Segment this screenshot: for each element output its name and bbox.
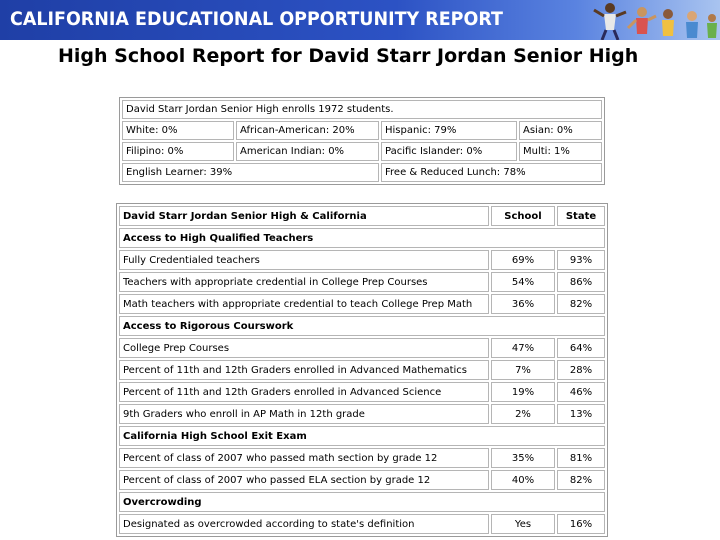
report-header-label: David Starr Jordan Senior High & California: [119, 206, 489, 226]
demo-cell: Asian: 0%: [519, 121, 602, 140]
school-value: 35%: [491, 448, 555, 468]
report-table: [116, 203, 608, 537]
table-row: [119, 404, 605, 424]
state-value: 16%: [557, 514, 605, 534]
table-row: [119, 338, 605, 358]
report-body: [119, 228, 605, 534]
demo-cell: Filipino: 0%: [122, 142, 234, 161]
school-column-header: School: [491, 206, 555, 226]
table-row: [119, 250, 605, 270]
school-value: 19%: [491, 382, 555, 402]
table-row: [119, 272, 605, 292]
section-title: Access to Rigorous Courswork: [119, 316, 605, 336]
school-value: 2%: [491, 404, 555, 424]
demo-cell: American Indian: 0%: [236, 142, 379, 161]
state-value: 81%: [557, 448, 605, 468]
demo-cell: Free & Reduced Lunch: 78%: [381, 163, 602, 182]
row-label: Percent of class of 2007 who passed math section by grade 12: [119, 448, 489, 468]
state-value: 86%: [557, 272, 605, 292]
row-label: Designated as overcrowded according to state's definition: [119, 514, 489, 534]
row-label: Fully Credentialed teachers: [119, 250, 489, 270]
section-title: Access to High Qualified Teachers: [119, 228, 605, 248]
demographics-table: [119, 97, 605, 185]
school-value: 69%: [491, 250, 555, 270]
row-label: 9th Graders who enroll in AP Math in 12th grade: [119, 404, 489, 424]
enrollment-text: David Starr Jordan Senior High enrolls 1972 students.: [122, 100, 602, 119]
table-row: [119, 382, 605, 402]
demo-cell: African-American: 20%: [236, 121, 379, 140]
school-value: 40%: [491, 470, 555, 490]
school-value: 54%: [491, 272, 555, 292]
table-row: [119, 448, 605, 468]
section-title: California High School Exit Exam: [119, 426, 605, 446]
state-value: 64%: [557, 338, 605, 358]
table-row: [119, 470, 605, 490]
row-label: Percent of 11th and 12th Graders enrolled in Advanced Science: [119, 382, 489, 402]
school-value: 47%: [491, 338, 555, 358]
row-label: Teachers with appropriate credential in College Prep Courses: [119, 272, 489, 292]
header-banner: [0, 0, 720, 40]
banner-title: CALIFORNIA EDUCATIONAL OPPORTUNITY REPORT: [10, 8, 503, 30]
table-row: [119, 360, 605, 380]
section-title: Overcrowding: [119, 492, 605, 512]
state-value: 82%: [557, 470, 605, 490]
demo-cell: Multi: 1%: [519, 142, 602, 161]
state-value: 93%: [557, 250, 605, 270]
state-column-header: State: [557, 206, 605, 226]
state-value: 13%: [557, 404, 605, 424]
state-value: 46%: [557, 382, 605, 402]
school-value: 36%: [491, 294, 555, 314]
state-value: 28%: [557, 360, 605, 380]
row-label: College Prep Courses: [119, 338, 489, 358]
table-row: [119, 294, 605, 314]
table-row: [119, 514, 605, 534]
school-value: 7%: [491, 360, 555, 380]
row-label: Percent of class of 2007 who passed ELA section by grade 12: [119, 470, 489, 490]
row-label: Math teachers with appropriate credential to teach College Prep Math: [119, 294, 489, 314]
demo-cell: Hispanic: 79%: [381, 121, 517, 140]
demo-cell: English Learner: 39%: [122, 163, 379, 182]
state-value: 82%: [557, 294, 605, 314]
row-label: Percent of 11th and 12th Graders enrolled in Advanced Mathematics: [119, 360, 489, 380]
demo-cell: White: 0%: [122, 121, 234, 140]
page-title: High School Report for David Starr Jordan Senior High: [58, 45, 639, 67]
school-value: Yes: [491, 514, 555, 534]
students-photo-icon: [570, 0, 720, 40]
demo-cell: Pacific Islander: 0%: [381, 142, 517, 161]
